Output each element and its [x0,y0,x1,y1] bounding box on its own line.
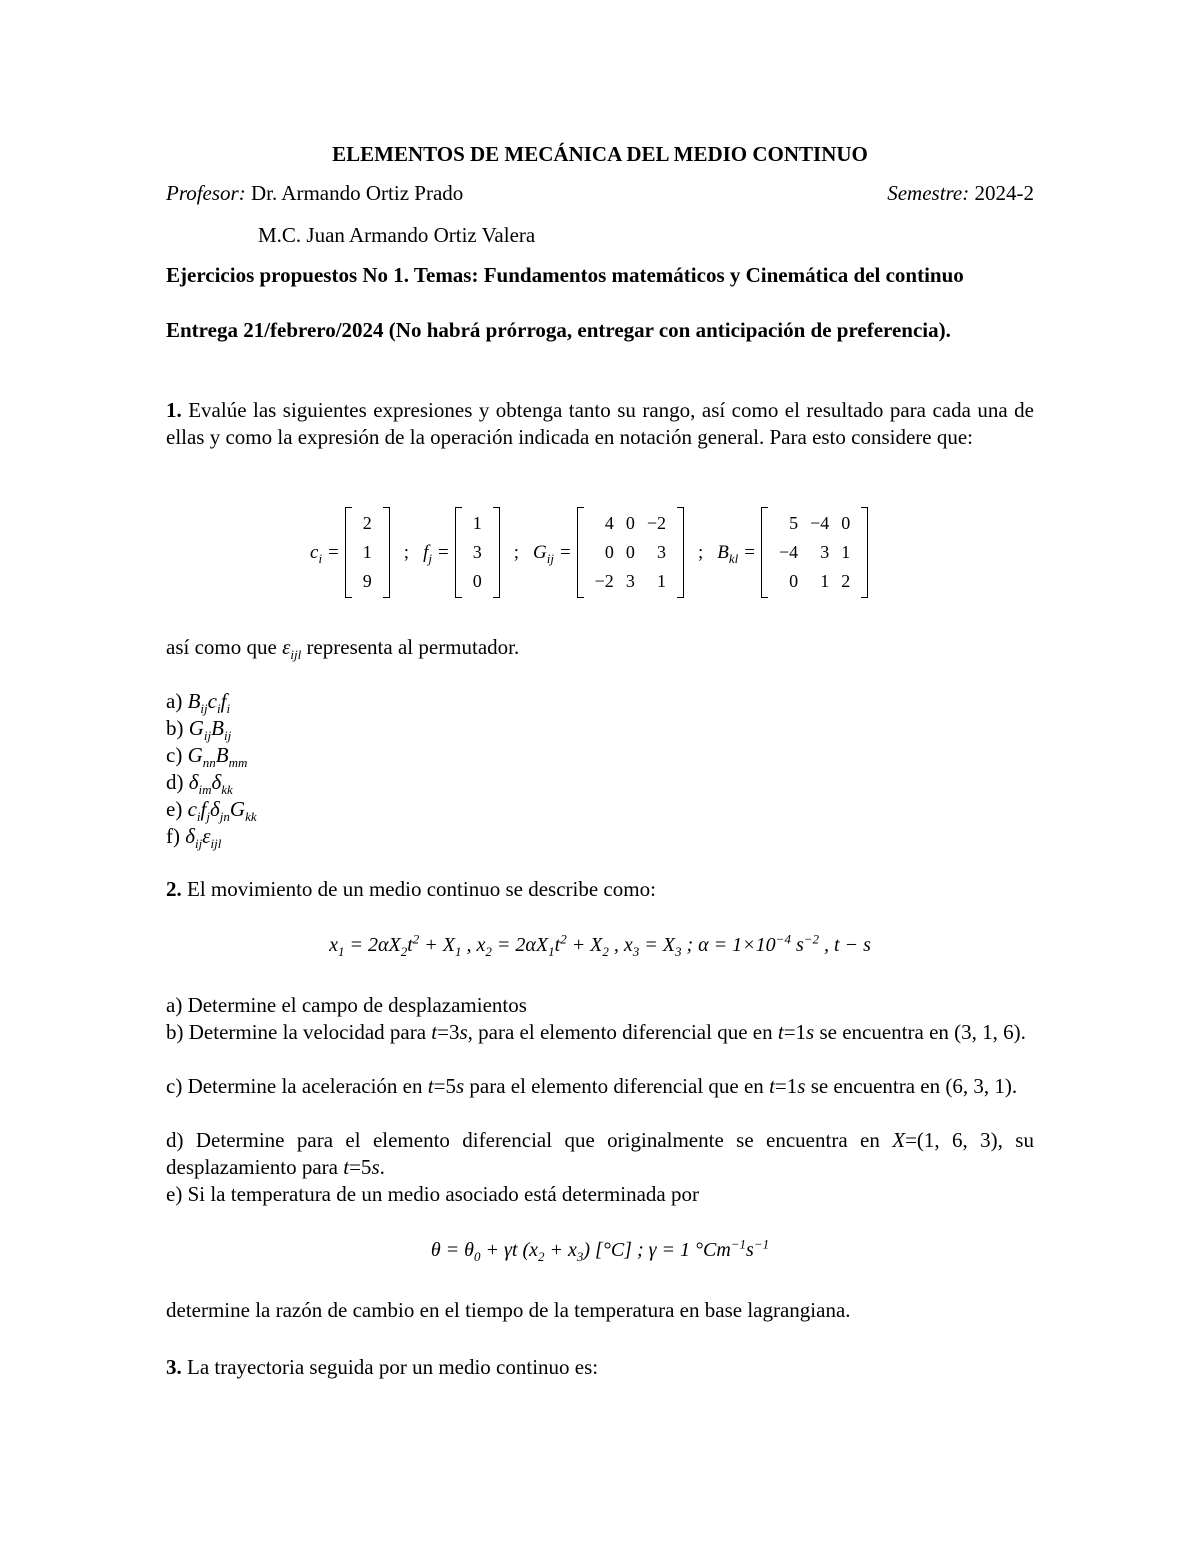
matrix-g-cell: 4 [604,512,614,533]
matrix-b-cell: 1 [820,570,830,591]
permutador-note: así como que $\varepsilon_{ijl}$ representa al permutador. [166,635,520,663]
matrix-b-cell: −4 [810,512,830,533]
profesor-name: Dr. Armando Ortiz Prado [245,181,464,205]
semestre-label: Semestre: [887,181,970,205]
matrix-c-cell: 2 [362,512,372,533]
matrix-g [577,507,684,598]
ejercicios-heading: Ejercicios propuestos No 1. Temas: Fundamentos matemáticos y Cinemática del continuo [166,263,964,287]
matrix-g-cell: 1 [656,570,666,591]
problem-1-item: e) $c_if_j\delta_{jn}G_{kk}$ [166,797,257,825]
matrix-b-name: $B_{kl}$ [717,541,739,566]
matrix-b-cell: 5 [789,512,799,533]
problem-1-item: b) $G_{ij}B_{ij}$ [166,716,232,744]
problem-1-item: a) $B_{ij}c_if_i$ [166,689,231,717]
matrix-b-cell: 3 [820,541,830,562]
problem-1-item: f) $\delta_{ij}\varepsilon_{ijl}$ [166,824,222,852]
matrix-b-cell: −4 [778,541,799,562]
matrix-b [761,507,868,598]
matrix-c [345,507,390,598]
temperature-equation: $\theta = \theta_0 + \gamma t$ $(x_2 + x_3)$ [°C] ; γ = 1 $^\circ Cm^{-1}s^{-1}$ [430,1236,770,1264]
given-matrices: $c_i$ = 2 1 9 ; $f_j$ = 1 3 0 ; $G_{ij}$ = 4 0 −2 0 0 3 −2 3 1 ; $B_{kl}$ = 5 −4 0 −4 3 1 0 1 2 [310,506,868,598]
matrix-g-cell: 0 [625,541,635,562]
problem-1-items [166,688,1034,850]
matrix-g-cell: 3 [656,541,666,562]
matrix-c-cell: 9 [362,570,372,591]
permutador-symbol: $\varepsilon_{ijl}$ [282,635,302,663]
matrix-c-cell: 1 [362,541,372,562]
matrix-g-name: $G_{ij}$ [532,541,554,566]
problem-2-item-c: c) Determine la aceleración en t=5s para el elemento diferencial que en t=1s se encuentra en (6, 3, 1). [166,1074,1018,1098]
matrix-b-cell: 0 [789,570,799,591]
profesor-label: Profesor: [166,181,246,205]
matrix-g-cell: 0 [625,512,635,533]
semestre-value: 2024-2 [969,181,1034,205]
problem-2-item-d: d) Determine para el elemento diferencial que originalmente se encuentra en X=(1, 6, 3), su desplazamiento para t=5s. [166,1128,1034,1179]
problem-2-closing: determine la razón de cambio en el tiempo de la temperatura en base lagrangiana. [166,1298,851,1322]
semestre-info [887,180,1034,207]
matrix-f-cell: 1 [472,512,482,533]
matrix-f-name: $f_j$ [423,541,432,566]
problem-1-text: Evalúe las siguientes expresiones y obtenga tanto su rango, así como el resultado para cada una de ellas y como la expresión de la operación indicada en notación general. Para esto considere que: [166,398,1034,449]
problem-1-item: d) $\delta_{im}\delta_{kk}$ [166,770,233,798]
matrix-b-cell: 0 [841,512,851,533]
problem-3-statement [166,1354,1034,1381]
problem-2-statement [166,876,1034,903]
problem-2-text: El movimiento de un medio continuo se describe como: [181,877,656,901]
problem-1-number: 1. [166,398,182,422]
document-title: ELEMENTOS DE MECÁNICA DEL MEDIO CONTINUO [332,142,868,166]
problem-2-item-e: e) Si la temperatura de un medio asociado está determinada por [166,1182,699,1206]
matrix-f-cell: 3 [472,541,482,562]
problem-1-item: c) $G_{nn}B_{mm}$ [166,743,248,771]
matrix-f [455,507,500,598]
matrix-b-cell: 1 [841,541,851,562]
problem-3-number: 3. [166,1355,182,1379]
matrix-g-cell: 0 [604,541,614,562]
matrix-c-name: $c_i$ [310,541,323,566]
problem-2-item-a: a) Determine el campo de desplazamientos [166,993,527,1017]
problem-2-item-b: b) Determine la velocidad para t=3s, para el elemento diferencial que en t=1s se encuentra en (3, 1, 6). [166,1020,1026,1044]
matrix-g-cell: −2 [646,512,666,533]
entrega-note: Entrega 21/febrero/2024 (No habrá prórroga, entregar con anticipación de preferencia). [166,318,951,342]
professor-row [166,180,1034,207]
motion-equation: $x_1 = 2\alpha X_2t^2 + X_1$ , $x_2 = 2\alpha X_1t^2 + X_2$ , $x_3 = X_3$ ; $\alpha = 1\times 10^{-4}$ $s^{-2}$ , t − s [329,931,871,959]
coprofessor-name: M.C. Juan Armando Ortiz Valera [258,223,536,247]
problem-1-statement [166,397,1034,451]
problem-3-text: La trayectoria seguida por un medio continuo es: [181,1355,599,1379]
problem-2-number: 2. [166,877,182,901]
matrix-b-cell: 2 [841,570,851,591]
matrix-g-cell: 3 [625,570,635,591]
matrix-g-cell: −2 [594,570,614,591]
matrix-f-cell: 0 [472,570,482,591]
